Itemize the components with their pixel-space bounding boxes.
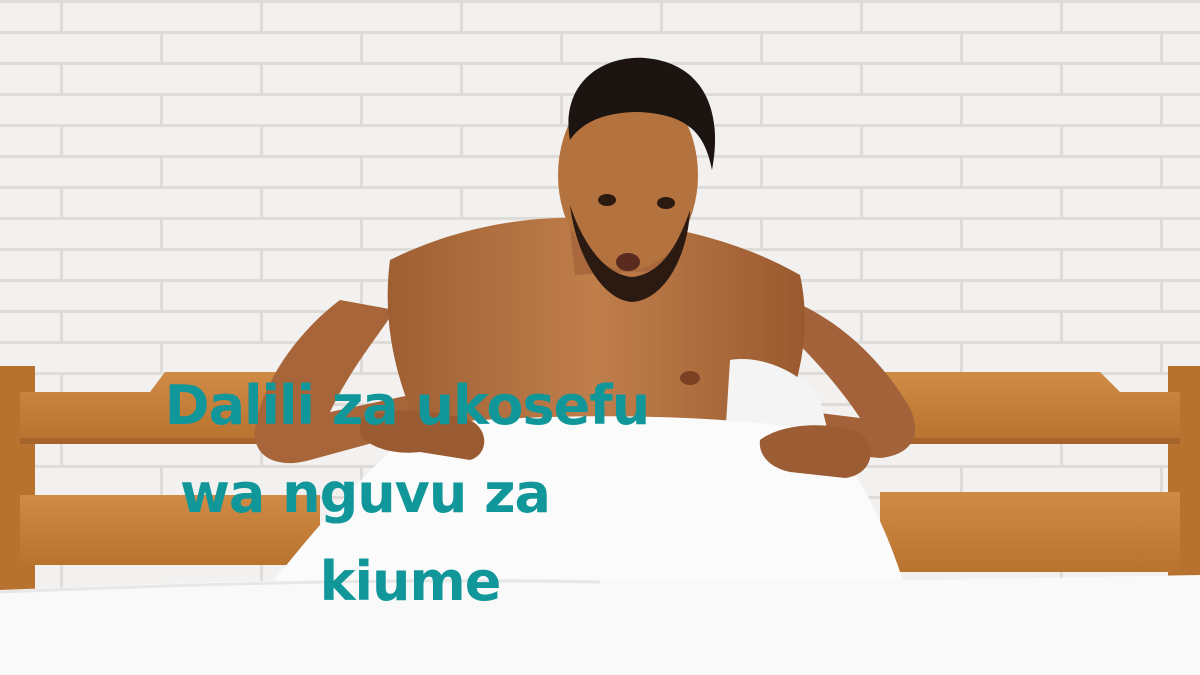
headline-line-3: kiume — [319, 550, 501, 613]
headline-line-2: wa nguvu za — [180, 462, 550, 525]
headline — [60, 362, 710, 626]
headline-line-1: Dalili za ukosefu — [164, 374, 650, 437]
